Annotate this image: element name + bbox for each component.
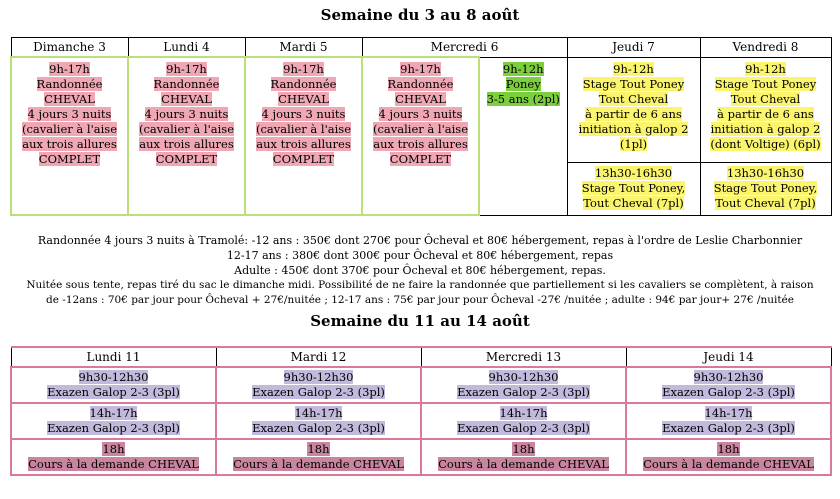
day-header: Jeudi 14 [626, 347, 831, 367]
note-line: Nuitée sous tente, repas tiré du sac le dimanche midi. Possibilité de ne faire la randonnée que partiellement si les cavaliers se complètent, à raison [26, 279, 814, 291]
note-line: de -12ans : 70€ par jour pour Ôcheval + 27€/nuitée ; 12-17 ans : 75€ par jour pour Ôcheval -27€ /nuitée ; adulte : 94€ par jour+ 27€ /nuitée [46, 294, 794, 306]
evening-session-cell: 18h Cours à la demande CHEVAL [421, 439, 626, 475]
week2-evening-row [11, 439, 831, 475]
week2-table [10, 346, 832, 476]
rando-cell-tuesday: 9h-17h Randonnée CHEVAL 4 jours 3 nuits (cavalier à l'aise aux trois allures COMPLET [245, 57, 362, 215]
jeudi-afternoon-cell: 13h30-16h30 Stage Tout Poney, Tout Cheval (7pl) [567, 162, 700, 215]
day-header: Vendredi 8 [700, 38, 831, 58]
week2-morning-row [11, 367, 831, 403]
note-line: Randonnée 4 jours 3 nuits à Tramolé: -12 ans : 350€ dont 270€ pour Ôcheval et 80€ hébergement, repas à l'ordre de Leslie Charbonnier [37, 234, 803, 247]
note-line: Adulte : 450€ dont 370€ pour Ôcheval et 80€ hébergement, repas. [234, 264, 606, 277]
pricing-notes [0, 233, 840, 308]
day-header: Lundi 4 [128, 38, 245, 58]
morning-session-cell: 9h30-12h30 Exazen Galop 2-3 (3pl) [626, 367, 831, 403]
day-header: Mercredi 13 [421, 347, 626, 367]
afternoon-session-cell: 14h-17h Exazen Galop 2-3 (3pl) [216, 403, 421, 439]
vendredi-morning-cell: 9h-12h Stage Tout Poney Tout Cheval à partir de 6 ans initiation à galop 2 (dont Voltige) (6pl) [700, 57, 831, 162]
day-header: Mercredi 6 [362, 38, 567, 58]
week1-header-row [11, 38, 831, 58]
jeudi-morning-cell: 9h-12h Stage Tout Poney Tout Cheval à partir de 6 ans initiation à galop 2 (1pl) [567, 57, 700, 162]
evening-session-cell: 18h Cours à la demande CHEVAL [216, 439, 421, 475]
week1-title: Semaine du 3 au 8 août [320, 6, 520, 24]
morning-session-cell: 9h30-12h30 Exazen Galop 2-3 (3pl) [216, 367, 421, 403]
morning-session-cell: 9h30-12h30 Exazen Galop 2-3 (3pl) [421, 367, 626, 403]
note-line: 12-17 ans : 380€ dont 300€ pour Ôcheval et 80€ hébergement, repas [226, 249, 614, 262]
vendredi-afternoon-cell: 13h30-16h30 Stage Tout Poney, Tout Cheval (7pl) [700, 162, 831, 215]
rando-cell-sunday: 9h-17h Randonnée CHEVAL 4 jours 3 nuits (cavalier à l'aise aux trois allures COMPLET [11, 57, 128, 215]
day-header: Lundi 11 [11, 347, 216, 367]
week2-header-row [11, 347, 831, 367]
afternoon-session-cell: 14h-17h Exazen Galop 2-3 (3pl) [11, 403, 216, 439]
afternoon-session-cell: 14h-17h Exazen Galop 2-3 (3pl) [626, 403, 831, 439]
afternoon-session-cell: 14h-17h Exazen Galop 2-3 (3pl) [421, 403, 626, 439]
rando-cell-wednesday: 9h-17h Randonnée CHEVAL 4 jours 3 nuits (cavalier à l'aise aux trois allures COMPLET [362, 57, 479, 215]
day-header: Mardi 12 [216, 347, 421, 367]
evening-session-cell: 18h Cours à la demande CHEVAL [626, 439, 831, 475]
evening-session-cell: 18h Cours à la demande CHEVAL [11, 439, 216, 475]
rando-cell-monday: 9h-17h Randonnée CHEVAL 4 jours 3 nuits (cavalier à l'aise aux trois allures COMPLET [128, 57, 245, 215]
day-header: Mardi 5 [245, 38, 362, 58]
day-header: Dimanche 3 [11, 38, 128, 58]
poney-cell: 9h-12h Poney 3-5 ans (2pl) [479, 57, 567, 215]
week2-title: Semaine du 11 au 14 août [310, 312, 530, 330]
week1-table [10, 37, 832, 216]
day-header: Jeudi 7 [567, 38, 700, 58]
week2-afternoon-row [11, 403, 831, 439]
morning-session-cell: 9h30-12h30 Exazen Galop 2-3 (3pl) [11, 367, 216, 403]
